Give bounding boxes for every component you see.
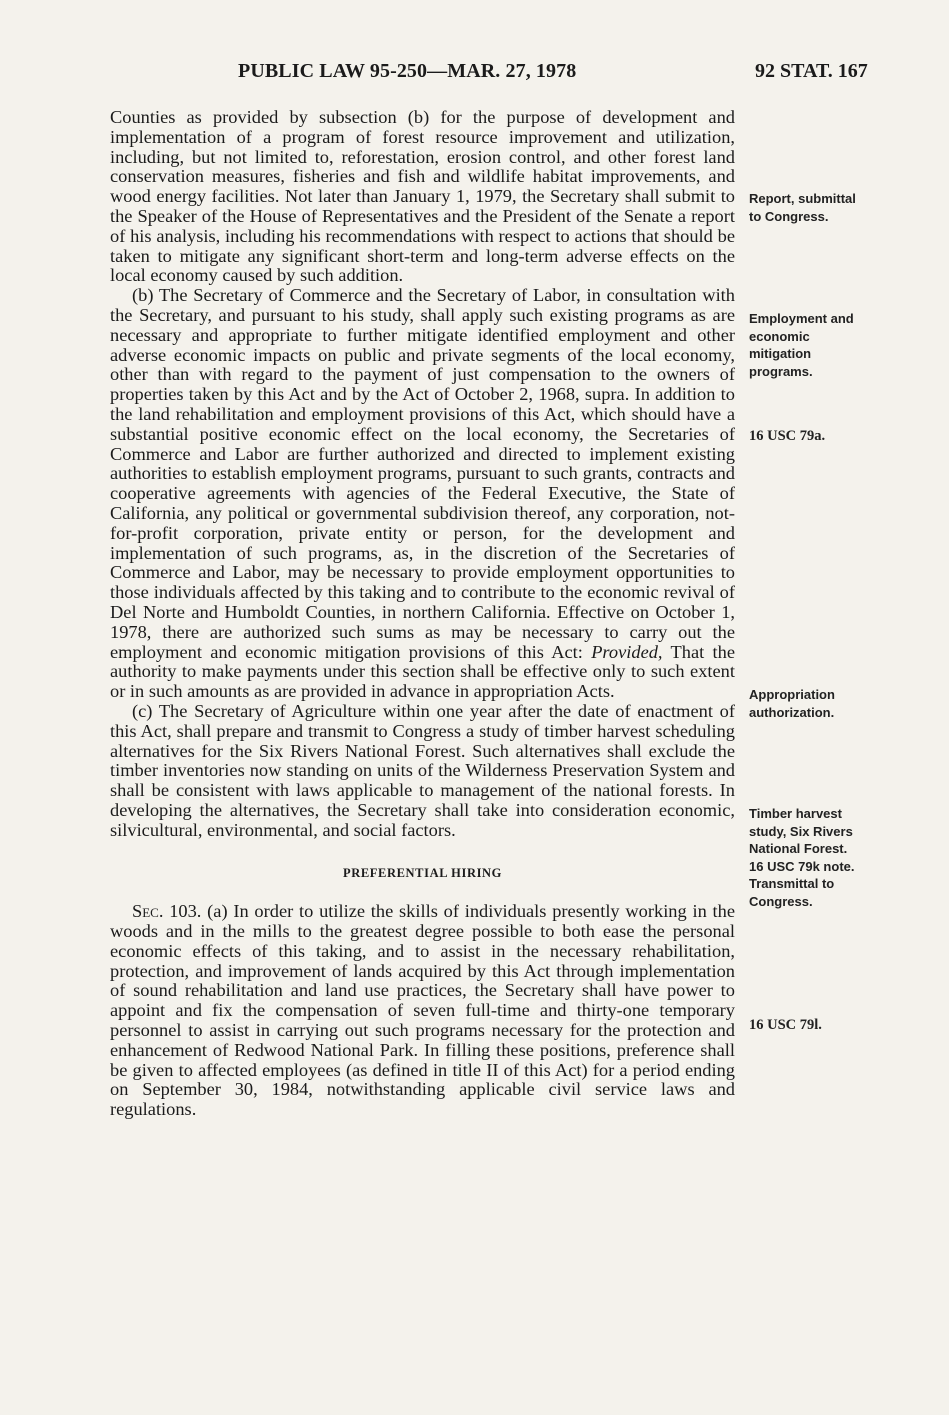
section-heading: PREFERENTIAL HIRING <box>343 866 502 881</box>
running-title: PUBLIC LAW 95-250—MAR. 27, 1978 <box>238 60 577 82</box>
paragraph-b <box>110 286 735 702</box>
margin-note-line: Appropriation <box>749 687 835 702</box>
margin-note-line: economic <box>749 328 810 344</box>
margin-note-line: National Forest. <box>749 841 848 856</box>
paragraph-b-text: (b) The Secretary of Commerce and the Secretary of Labor, in consultation with the Secretary, and pursuant to his study, shall apply such existing programs as are necessary and appropriate to further mitigate identified employment and other adverse economic impacts on public and private segments of the local economy, other than with regard to the payment of just compensation to the owners of properties taken by this Act and by the Act of October 2, 1968, supra. In addition to the land rehabilitation and employment provisions of this Act, which should have a substantial positive economic effect on the local economy, the Secretaries of Commerce and Labor are further authorized and directed to implement existing authorities to establish employment programs, pursuant to such grants, contracts and cooperative agreements with agencies of the Federal Executive, the State of California, any political or governmental subdivision thereof, any corporation, not-for-profit corporation, private entity or person, for the development and implementation of such programs, as, in the discretion of the Secretaries of Commerce and Labor, may be necessary to provide employment opportunities to those individuals affected by this taking and to contribute to the economic revival of Del Norte and Humboldt Counties, in northern California. Effective on October 1, 1978, there are authorized such sums as may be necessary to carry out the employment and economic mitigation provisions of this Act: <box>110 285 735 662</box>
margin-note-line: mitigation <box>749 346 812 361</box>
margin-note-line: Report, submittal <box>749 191 856 206</box>
margin-note-timber <box>749 805 919 910</box>
margin-note-line: 16 USC 79k note. <box>749 858 855 874</box>
paragraph-c: (c) The Secretary of Agriculture within one year after the date of enactment of this Act, shall prepare and transmit to Congress a study of timber harvest scheduling alternatives for the Six Rivers National Forest. Such alternatives shall exclude the timber inventories now standing on units of the Wilderness Preservation System and shall be consistent with laws applicable to management of the national forests. In developing the alternatives, the Secretary shall take into consideration economic, silvicultural, environmental, and social factors. <box>110 700 735 840</box>
margin-note-line: Employment and <box>749 311 854 326</box>
provided-term: Provided, <box>591 641 663 662</box>
margin-note-line: to Congress. <box>749 208 829 224</box>
stat-citation: 92 STAT. 167 <box>755 60 868 82</box>
margin-note-line: authorization. <box>749 704 835 720</box>
body-text <box>110 108 735 1120</box>
page-header <box>0 60 949 86</box>
paragraph-b-proviso: That the authority to make payments under this section shall be effective only to such extent or in such amounts as are provided in advance in appropriation Acts. <box>110 641 735 702</box>
section-103 <box>110 902 735 1120</box>
margin-note-appropriation <box>749 686 919 721</box>
margin-note-report <box>749 190 919 225</box>
margin-note-usc-79l: 16 USC 79l. <box>749 1017 822 1033</box>
paragraph-continuation: Counties as provided by subsection (b) for the purpose of development and implementation of a program of forest resource improvement and utilization, including, but not limited to, reforestation, erosion control, and other forest land conservation measures, fisheries and fish and wildlife habitat improvements, and wood energy facilities. Not later than January 1, 1979, the Secretary shall submit to the Speaker of the House of Representatives and the President of the Senate a report of his analysis, including his recommendations with respect to actions that should be taken to mitigate any significant short-term and long-term adverse effects on the local economy caused by such addition. <box>110 107 735 286</box>
margin-note-line: Timber harvest <box>749 806 842 821</box>
margin-note-line: Transmittal to <box>749 876 835 891</box>
margin-note-line: study, Six Rivers <box>749 823 853 839</box>
section-103-text: 103. (a) In order to utilize the skills of individuals presently working in the woods and in the mills to the greatest degree possible to both ease the personal economic effects of this taking, and to assist in the necessary rehabilitation, protection, and improvement of lands acquired by this Act through implementation of sound rehabilitation and land use practices, the Secretary shall have power to appoint and fix the compensation of seven full-time and thirty-one temporary personnel to assist in carrying out such programs necessary for the protection and enhancement of Redwood National Park. In filling these positions, preference shall be given to affected employees (as defined in title II of this Act) for a period ending on September 30, 1984, notwithstanding applicable civil service laws and regulations. <box>110 901 735 1120</box>
section-label: Sec. <box>132 901 164 922</box>
margin-note-line: programs. <box>749 363 813 379</box>
margin-note-usc-79a: 16 USC 79a. <box>749 428 826 444</box>
margin-note-line: Congress. <box>749 893 813 909</box>
margin-note-employment <box>749 310 919 380</box>
